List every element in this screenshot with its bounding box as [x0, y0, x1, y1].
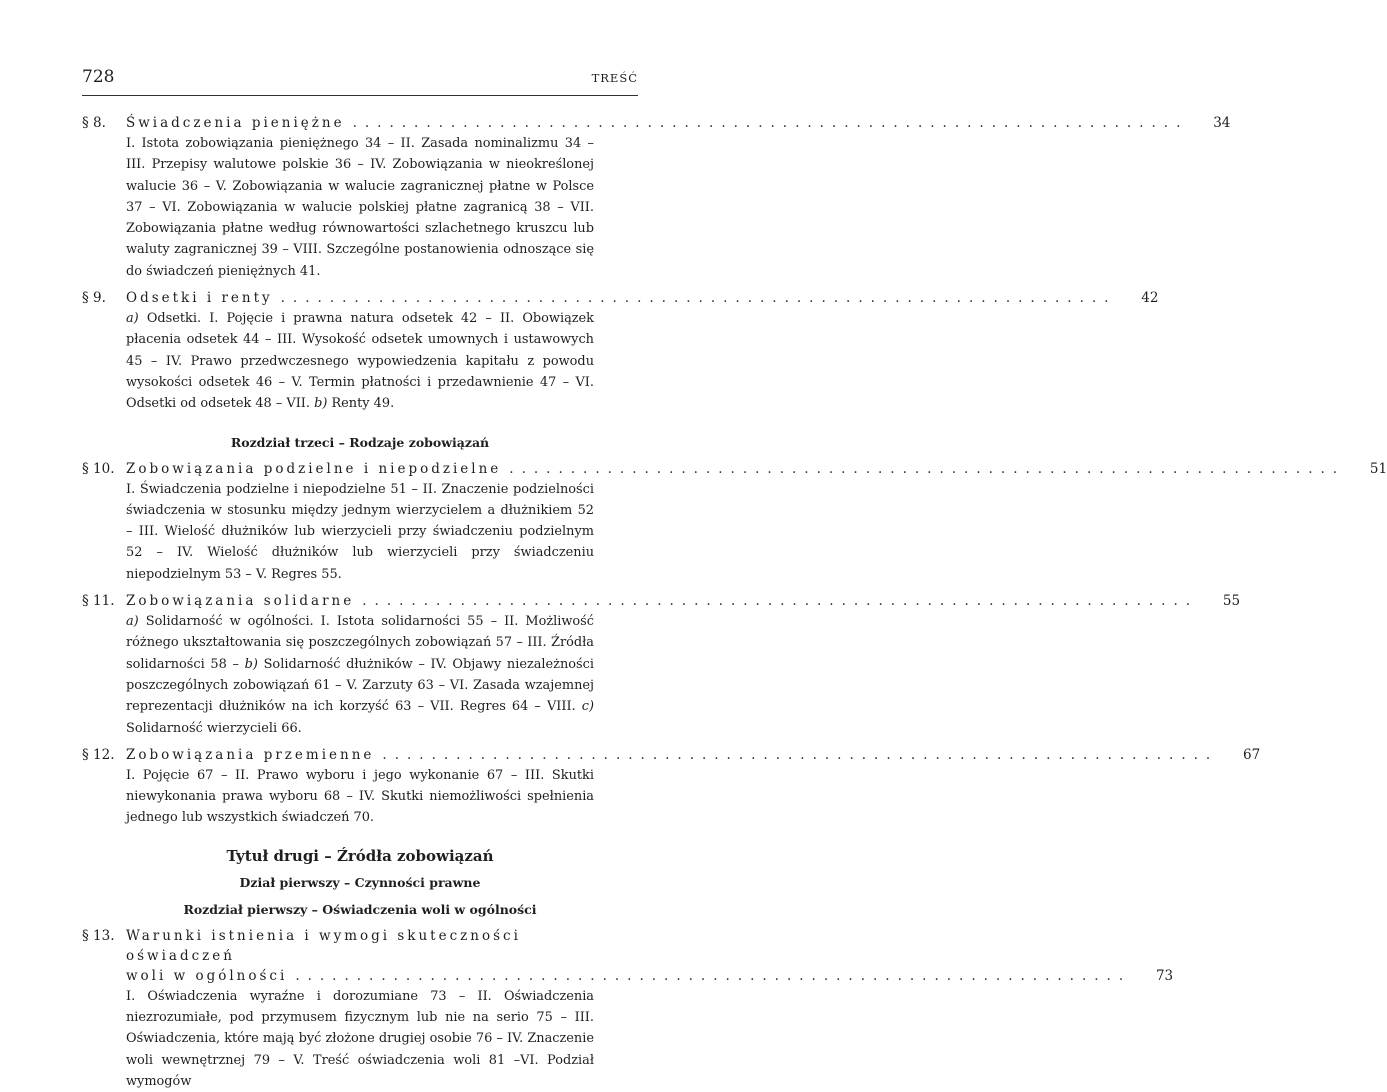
toc-section-12: [82, 745, 1261, 829]
section-contents: I. Oświadczenia wyraźne i dorozumiane 73 – II. Oświadczenia niezrozumiałe, pod przymusem fizycznym lub nie na serio 75 – III. Oświadczenia, które mają być złożone drugiej osobie 76 – IV. Znaczenie woli wewnętrznej 79 – V. Treść oświadczenia woli 81 –VI. Podział wymogów: [126, 988, 594, 1089]
section-title: Zobowiązania solidarne: [126, 593, 355, 610]
chapter-heading: Rozdział pierwszy – Oświadczenia woli w ogólności: [183, 901, 537, 917]
toc-entry-head[interactable]: [82, 591, 1241, 611]
section-contents: I. Istota zobowiązania pieniężnego 34 – II. Zasada nominalizmu 34 – III. Przepisy walutowe polskie 36 – IV. Zobowiązania w nieokreślonej walucie 36 – V. Zobowiązania w walucie zagranicznej płatne w Polsce 37 – VI. Zobowiązania w walucie polskiej płatne zagranicą 38 – VII. Zobowiązania płatne według równowartości szlachetnego kruszcu lub waluty zagranicznej 39 – VIII. Szczególne postanowienia odnoszące się do świadczeń pieniężnych 41.: [126, 136, 594, 279]
section-contents: [126, 308, 594, 414]
subsection-label: c): [581, 699, 594, 715]
section-title: Świadczenia pieniężne: [126, 115, 345, 131]
toc-section-11: [82, 591, 1241, 739]
subsection-label: a): [126, 614, 139, 630]
running-title: TREŚĆ: [591, 71, 638, 85]
toc-section-9: [82, 288, 1159, 414]
section-number: § 8.: [82, 115, 106, 131]
section-contents: I. Świadczenia podzielne i niepodzielne 51 – II. Znaczenie podzielności świadczenia w stosunku między jednym wierzycielem a dłużnikiem 52 – III. Wielość dłużników lub wierzycieli przy świadczeniu podzielnym 52 – IV. Wielość dłużników lub wierzycieli przy świadczeniu niepodzielnym 53 – V. Regres 55.: [126, 481, 594, 582]
toc-entry-head[interactable]: [82, 288, 1159, 308]
toc-section-8: [82, 113, 1231, 282]
toc-entry-head[interactable]: [82, 459, 1387, 479]
header-rule: [82, 95, 638, 96]
subsection-text: Solidarność w ogólności. I. Istota solidarności 55 – II. Możliwość różnego ukształtowania się poszczególnych zobowiązań 57 – III. Źródła solidarności 58 –: [126, 614, 594, 672]
section-contents: [126, 611, 594, 739]
page-header: [82, 67, 638, 93]
subsection-text: Solidarność wierzycieli 66.: [126, 720, 302, 736]
section-number: § 12.: [82, 746, 115, 763]
toc-content: [82, 113, 1387, 1092]
section-page: 42: [1141, 290, 1159, 307]
section-contents: I. Pojęcie 67 – II. Prawo wyboru i jego wykonanie 67 – III. Skutki niewykonania prawa wyboru 68 – IV. Skutki niemożliwości spełnienia jednego lub wszystkich świadczeń 70.: [126, 767, 594, 826]
dot-leader: ....................................................................: [352, 115, 1189, 131]
dot-leader: ....................................................................: [382, 746, 1219, 763]
section-number: § 13.: [82, 927, 115, 944]
page-number: 728: [82, 67, 115, 87]
section-title: Odsetki i renty: [126, 290, 273, 307]
section-number: § 10.: [82, 460, 115, 477]
toc-section-13: [82, 926, 1174, 1092]
toc-entry-head[interactable]: [82, 113, 1231, 133]
subsection-label: a): [126, 311, 139, 327]
division-heading: Dział pierwszy – Czynności prawne: [239, 874, 481, 890]
toc-entry-head[interactable]: [82, 745, 1261, 765]
section-title: Zobowiązania przemienne: [126, 746, 375, 763]
section-page: 55: [1222, 593, 1241, 610]
dot-leader: ....................................................................: [362, 593, 1199, 610]
subsection-label: b): [244, 656, 258, 672]
dot-leader: ....................................................................: [295, 967, 1132, 984]
chapter-heading: Rozdział trzeci – Rodzaje zobowiązań: [230, 434, 490, 450]
subsection-text: Renty 49.: [327, 396, 395, 412]
section-page: 73: [1155, 967, 1174, 984]
part-title: Tytuł drugi – Źródła zobowiązań: [226, 846, 494, 865]
section-page: 67: [1243, 746, 1261, 763]
dot-leader: ....................................................................: [280, 290, 1117, 307]
toc-section-10: [82, 459, 1387, 585]
subsection-text: Odsetki. I. Pojęcie i prawna natura odsetek 42 – II. Obowiązek płacenia odsetek 44 – III. Wysokość odsetek umownych i ustawowych 45 – IV. Prawo przedwczesnego wypowiedzenia kapitału z powodu wysokości odsetek 46 – V. Termin płatności i przedawnienie 47 – VI. Odsetki od odsetek 48 – VII.: [126, 311, 594, 412]
toc-entry-head[interactable]: [126, 926, 1174, 986]
subsection-label: b): [314, 396, 328, 412]
section-title-line2: [126, 966, 1174, 986]
section-number: § 9.: [82, 290, 106, 307]
section-page: 51: [1369, 460, 1387, 477]
section-title: Warunki istnienia i wymogi skuteczności oświadczeń: [126, 927, 521, 964]
section-number: § 11.: [82, 593, 115, 610]
subsection-text: Solidarność dłużników – IV. Objawy niezależności poszczególnych zobowiązań 61 – V. Zarzuty 63 – VI. Zasada wzajemnej reprezentacji dłużników na ich korzyść 63 – VII. Regres 64 – VIII.: [126, 656, 594, 715]
section-title-cont: woli w ogólności: [126, 967, 288, 984]
dot-leader: ....................................................................: [509, 460, 1346, 477]
section-page: 34: [1213, 115, 1231, 131]
section-title: Zobowiązania podzielne i niepodzielne: [126, 460, 502, 477]
